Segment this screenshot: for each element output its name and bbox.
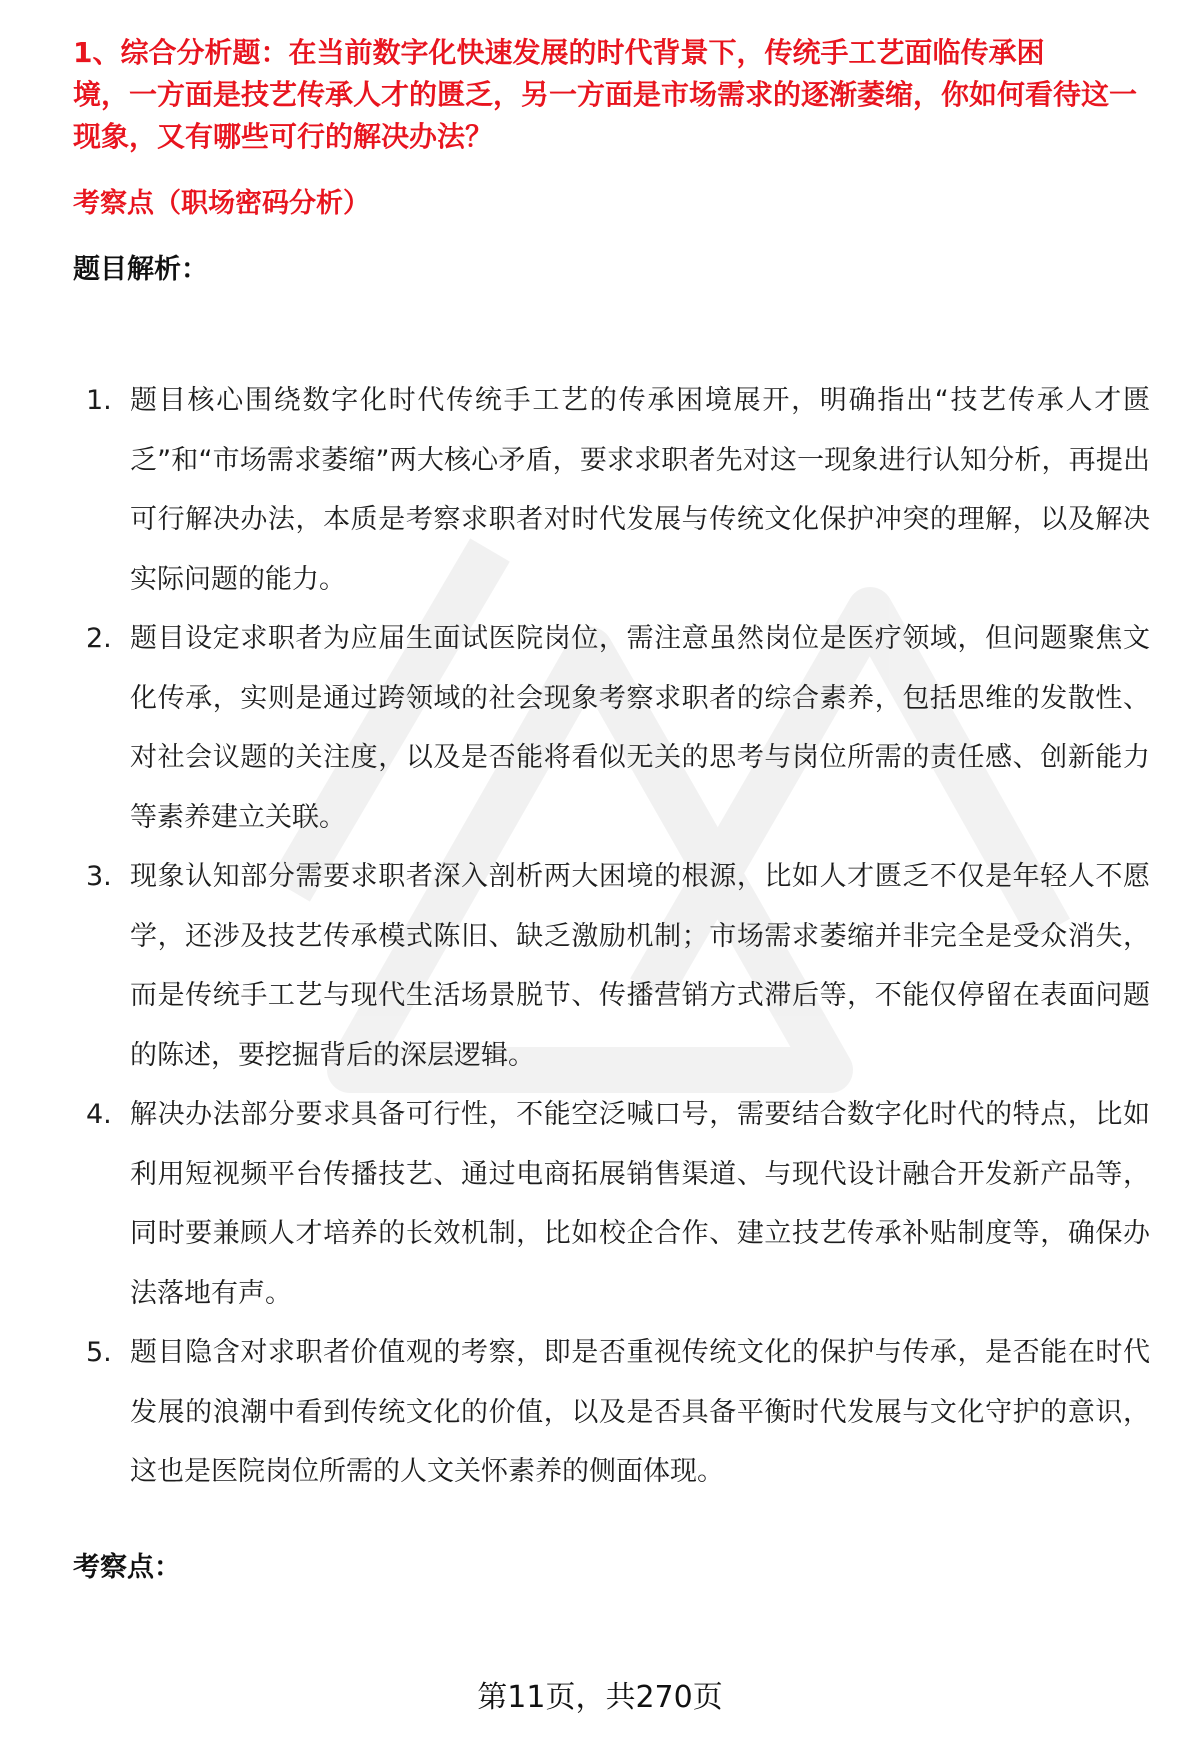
list-item: [80, 1323, 1150, 1502]
list-item: [80, 609, 1150, 847]
analysis-list: [80, 371, 1150, 1502]
list-item-number: 4.: [86, 1099, 112, 1130]
list-item-text: 题目设定求职者为应届生面试医院岗位，需注意虽然岗位是医疗领域，但问题聚焦文化传承，实则是通过跨领域的社会现象考察求职者的综合素养，包括思维的发散性、对社会议题的关注度，以及是否能将看似无关的思考与岗位所需的责任感、创新能力等素养建立关联。: [130, 623, 1150, 833]
list-item-number: 2.: [86, 623, 112, 654]
points-heading: 考察点：: [73, 1552, 181, 1583]
list-item-number: 5.: [86, 1337, 112, 1368]
question-text: 境，一方面是技艺传承人才的匮乏，另一方面是市场需求的逐渐萎缩，你如何看待这一现象，又有哪些可行的解决办法？: [73, 78, 1138, 153]
page-number: 第11页，共270页: [477, 1680, 723, 1715]
list-item-text: 解决办法部分要求具备可行性，不能空泛喊口号，需要结合数字化时代的特点，比如利用短视频平台传播技艺、通过电商拓展销售渠道、与现代设计融合开发新产品等，同时要兼顾人才培养的长效机制，比如校企合作、建立技艺传承补贴制度等，确保办法落地有声。: [130, 1099, 1150, 1309]
list-item: [80, 847, 1150, 1085]
list-item-number: 3.: [86, 861, 112, 892]
list-item-text: 题目隐含对求职者价值观的考察，即是否重视传统文化的保护与传承，是否能在时代发展的浪潮中看到传统文化的价值，以及是否具备平衡时代发展与文化守护的意识，这也是医院岗位所需的人文关怀素养的侧面体现。: [130, 1337, 1150, 1487]
list-item: [80, 1085, 1150, 1323]
list-item-text: 现象认知部分需要求职者深入剖析两大困境的根源，比如人才匮乏不仅是年轻人不愿学，还涉及技艺传承模式陈旧、缺乏激励机制；市场需求萎缩并非完全是受众消失，而是传统手工艺与现代生活场景脱节、传播营销方式滞后等，不能仅停留在表面问题的陈述，要挖掘背后的深层逻辑。: [130, 861, 1150, 1071]
list-item: [80, 371, 1150, 609]
question-first-line-clipped: [0, 0, 1200, 69]
points-code-heading: 考察点（职场密码分析）: [73, 188, 370, 219]
question-line-1: 1、综合分析题：在当前数字化快速发展的时代背景下，传统手工艺面临传承困: [73, 36, 1045, 69]
analysis-heading: 题目解析：: [73, 254, 208, 285]
list-item-number: 1.: [86, 385, 112, 416]
list-item-text: 题目核心围绕数字化时代传统手工艺的传承困境展开，明确指出“技艺传承人才匮乏”和“市场需求萎缩”两大核心矛盾，要求求职者先对这一现象进行认知分析，再提出可行解决办法，本质是考察求职者对时代发展与传统文化保护冲突的理解，以及解决实际问题的能力。: [130, 385, 1150, 595]
